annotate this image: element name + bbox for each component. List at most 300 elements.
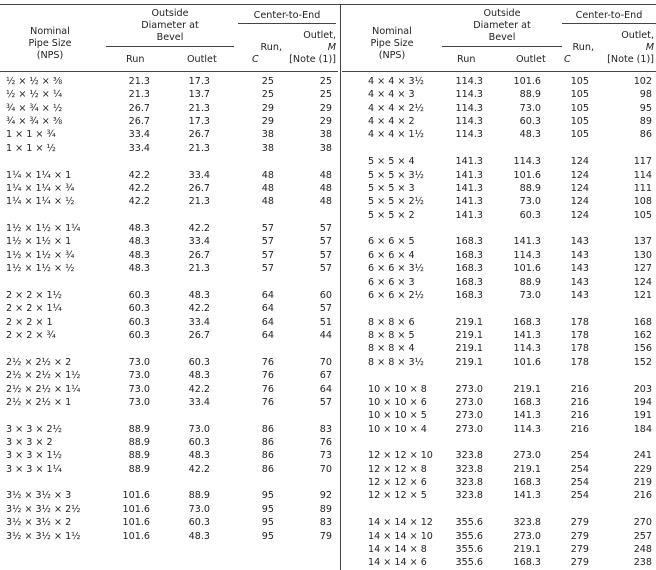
outlet-m-cell: 130	[633, 249, 652, 261]
pipe-size-cell: 6 × 6 × 2½	[368, 289, 424, 301]
table-row	[342, 342, 656, 355]
outlet-m-cell: 57	[319, 223, 332, 235]
outlet-m-cell: 184	[633, 423, 652, 435]
table-row	[0, 463, 338, 476]
table-row	[342, 369, 656, 382]
od-outlet-cell: 48.3	[519, 129, 541, 141]
run-c-cell: 105	[570, 102, 589, 114]
pipe-size-cell: 12 × 12 × 6	[368, 477, 427, 489]
od-run-cell: 33.4	[128, 129, 150, 141]
pipe-size-cell: ½ × ½ × ⅜	[6, 76, 63, 87]
table-row	[0, 289, 338, 302]
pipe-size-cell: 1½ × 1½ × 1¼	[6, 223, 81, 235]
table-row	[0, 329, 338, 342]
od-run-cell: 26.7	[128, 116, 150, 128]
od-run-cell: 141.3	[455, 169, 483, 181]
header-nps-right: (NPS)	[378, 50, 406, 61]
od-outlet-cell: 323.8	[513, 517, 541, 529]
run-c-cell: 216	[570, 410, 589, 422]
od-run-cell: 323.8	[455, 463, 483, 475]
run-c-cell: 76	[261, 356, 274, 368]
table-row	[0, 530, 338, 543]
pipe-size-cell: ¾ × ¾ × ⅜	[6, 116, 63, 128]
run-c-cell: 38	[261, 142, 274, 154]
od-run-cell: 141.3	[455, 182, 483, 194]
outlet-m-cell: 57	[319, 396, 332, 408]
outlet-m-cell: 219	[633, 477, 652, 489]
pipe-size-cell: 1 × 1 × ¾	[6, 129, 56, 141]
outlet-m-cell: 57	[319, 263, 332, 275]
header-m-label: M	[327, 42, 336, 53]
pipe-size-cell: 3 × 3 × 2½	[6, 423, 62, 435]
pipe-size-cell: 8 × 8 × 4	[368, 343, 415, 355]
outlet-m-cell: 29	[319, 116, 332, 128]
od-run-cell: 60.3	[128, 330, 150, 342]
od-run-cell: 88.9	[128, 463, 150, 475]
od-run-cell: 88.9	[128, 436, 150, 448]
pipe-size-cell: 3½ × 3½ × 1½	[6, 530, 81, 542]
od-outlet-cell: 73.0	[519, 196, 541, 208]
od-run-cell: 101.6	[122, 517, 150, 529]
od-run-cell: 219.1	[455, 316, 483, 328]
run-c-cell: 105	[570, 89, 589, 101]
od-run-cell: 168.3	[455, 276, 483, 288]
header-od-run: Run	[126, 54, 145, 65]
run-c-cell: 57	[261, 249, 274, 261]
outlet-m-cell: 29	[319, 102, 332, 114]
header-outlet-m-right	[604, 30, 654, 66]
outlet-m-cell: 108	[633, 196, 652, 208]
run-c-cell: 124	[570, 196, 589, 208]
run-c-cell: 38	[261, 129, 274, 141]
outlet-m-cell: 98	[639, 89, 652, 101]
od-outlet-cell: 219.1	[513, 383, 541, 395]
pipe-size-cell: 4 × 4 × 3	[368, 89, 415, 101]
table-row	[0, 182, 338, 195]
run-c-cell: 178	[570, 316, 589, 328]
pipe-size-cell: 5 × 5 × 2	[368, 209, 415, 221]
outlet-m-cell: 38	[319, 129, 332, 141]
outlet-m-cell: 124	[633, 276, 652, 288]
run-c-cell: 86	[261, 423, 274, 435]
table-row	[342, 449, 656, 462]
left-table-header	[0, 4, 338, 71]
run-c-cell: 254	[570, 477, 589, 489]
run-c-cell: 143	[570, 263, 589, 275]
pipe-size-cell: 2½ × 2½ × 1	[6, 396, 72, 408]
od-run-cell: 73.0	[128, 356, 150, 368]
header-pipe-size-right: Pipe Size	[370, 38, 414, 49]
od-run-cell: 101.6	[122, 530, 150, 542]
run-c-cell: 76	[261, 396, 274, 408]
header-od-line2: Diameter at	[141, 20, 199, 31]
table-row	[342, 463, 656, 476]
run-c-cell: 64	[261, 303, 274, 315]
table-row	[342, 182, 656, 195]
header-note-label: [Note (1)]	[289, 54, 336, 65]
od-outlet-cell: 60.3	[188, 356, 210, 368]
pipe-size-cell: 2 × 2 × ¾	[6, 330, 56, 342]
od-run-cell: 168.3	[455, 289, 483, 301]
run-c-cell: 279	[570, 557, 589, 569]
run-c-cell: 64	[261, 289, 274, 301]
table-row	[0, 169, 338, 182]
od-outlet-cell: 48.3	[188, 450, 210, 462]
pipe-size-cell: 2½ × 2½ × 2	[6, 356, 72, 368]
outside-diameter-header	[106, 8, 234, 44]
od-outlet-cell: 219.1	[513, 543, 541, 555]
table-row	[0, 423, 338, 436]
od-run-cell: 141.3	[455, 209, 483, 221]
od-outlet-cell: 33.4	[188, 316, 210, 328]
table-row	[0, 102, 338, 115]
outlet-m-cell: 111	[633, 182, 652, 194]
run-c-cell: 105	[570, 116, 589, 128]
pipe-size-cell: 2 × 2 × 1	[6, 316, 53, 328]
header-od-line3: Bevel	[156, 32, 184, 43]
header-outlet-label: Outlet,	[303, 30, 336, 41]
od-run-cell: 114.3	[455, 89, 483, 101]
nominal-pipe-size-header-right	[342, 26, 442, 62]
pipe-size-cell: 3 × 3 × 1¼	[6, 463, 62, 475]
outlet-m-cell: 25	[319, 89, 332, 101]
run-c-cell: 95	[261, 503, 274, 515]
od-outlet-cell: 73.0	[519, 289, 541, 301]
run-c-cell: 86	[261, 463, 274, 475]
run-c-cell: 124	[570, 182, 589, 194]
outlet-m-cell: 25	[319, 76, 332, 87]
od-outlet-cell: 114.3	[513, 156, 541, 168]
od-run-cell: 355.6	[455, 557, 483, 569]
od-run-cell: 60.3	[128, 316, 150, 328]
outlet-m-cell: 127	[633, 263, 652, 275]
table-row	[342, 235, 656, 248]
nominal-pipe-size-header	[0, 26, 100, 62]
od-outlet-cell: 33.4	[188, 396, 210, 408]
table-row	[342, 249, 656, 262]
run-c-cell: 25	[261, 76, 274, 87]
run-c-cell: 76	[261, 383, 274, 395]
od-outlet-cell: 141.3	[513, 490, 541, 502]
table-row	[0, 222, 338, 235]
header-m-label-right: M	[645, 42, 654, 53]
od-outlet-cell: 48.3	[188, 530, 210, 542]
pipe-size-cell: ½ × ½ × ¼	[6, 89, 63, 101]
od-run-cell: 273.0	[455, 423, 483, 435]
table-row	[342, 102, 656, 115]
header-center-to-end: Center-to-End	[253, 10, 321, 21]
od-run-cell: 273.0	[455, 410, 483, 422]
od-outlet-cell: 42.2	[188, 223, 210, 235]
od-run-cell: 21.3	[128, 76, 150, 87]
pipe-size-cell: 5 × 5 × 3½	[368, 169, 424, 181]
table-row	[0, 155, 338, 168]
pipe-size-cell: 8 × 8 × 6	[368, 316, 415, 328]
pipe-size-cell: 10 × 10 × 4	[368, 423, 427, 435]
table-row	[342, 409, 656, 422]
run-c-cell: 95	[261, 490, 274, 502]
pipe-size-cell: 8 × 8 × 3½	[368, 356, 424, 368]
run-c-cell: 143	[570, 249, 589, 261]
od-run-cell: 42.2	[128, 169, 150, 181]
outlet-m-cell: 86	[639, 129, 652, 141]
pipe-size-cell: 1½ × 1½ × ¾	[6, 249, 75, 261]
outlet-m-cell: 216	[633, 490, 652, 502]
table-row	[0, 75, 338, 88]
od-run-cell: 323.8	[455, 490, 483, 502]
header-od-line3-right: Bevel	[488, 32, 516, 43]
outlet-m-cell: 48	[319, 182, 332, 194]
run-c-cell: 279	[570, 517, 589, 529]
outlet-m-cell: 194	[633, 396, 652, 408]
od-run-cell: 273.0	[455, 383, 483, 395]
pipe-size-cell: 4 × 4 × 3½	[368, 76, 424, 87]
run-c-cell: 29	[261, 102, 274, 114]
outlet-m-cell: 57	[319, 303, 332, 315]
od-run-cell: 355.6	[455, 530, 483, 542]
od-outlet-cell: 114.3	[513, 423, 541, 435]
od-outlet-cell: 17.3	[188, 76, 210, 87]
outlet-m-cell: 79	[319, 530, 332, 542]
table-row	[342, 128, 656, 141]
pipe-size-cell: 14 × 14 × 10	[368, 530, 433, 542]
table-row	[342, 543, 656, 556]
header-od-line1-right: Outside	[483, 8, 521, 19]
run-c-cell: 124	[570, 156, 589, 168]
outlet-m-cell: 95	[639, 102, 652, 114]
table-row	[342, 383, 656, 396]
pipe-size-cell: 6 × 6 × 4	[368, 249, 415, 261]
od-run-cell: 114.3	[455, 102, 483, 114]
pipe-size-cell: 3½ × 3½ × 2	[6, 517, 72, 529]
od-outlet-cell: 60.3	[519, 209, 541, 221]
run-c-cell: 25	[261, 89, 274, 101]
od-outlet-cell: 273.0	[513, 450, 541, 462]
table-row	[342, 476, 656, 489]
outlet-m-cell: 70	[319, 463, 332, 475]
table-row	[0, 128, 338, 141]
header-od-run-right: Run	[457, 54, 476, 65]
header-run-c-right	[564, 42, 594, 66]
outlet-m-cell: 51	[319, 316, 332, 328]
pipe-size-cell: 6 × 6 × 3	[368, 276, 415, 288]
od-outlet-cell: 101.6	[513, 169, 541, 181]
od-run-cell: 323.8	[455, 450, 483, 462]
od-run-cell: 114.3	[455, 129, 483, 141]
pipe-size-cell: ¾ × ¾ × ½	[6, 102, 63, 114]
od-outlet-cell: 26.7	[188, 129, 210, 141]
outlet-m-cell: 152	[633, 356, 652, 368]
header-nominal-right: Nominal	[372, 26, 412, 37]
od-run-cell: 323.8	[455, 477, 483, 489]
od-outlet-cell: 60.3	[188, 436, 210, 448]
od-outlet-cell: 101.6	[513, 356, 541, 368]
table-row	[342, 142, 656, 155]
outlet-m-cell: 57	[319, 236, 332, 248]
table-row	[342, 262, 656, 275]
outlet-m-cell: 57	[319, 249, 332, 261]
run-c-cell: 124	[570, 209, 589, 221]
header-od-line1: Outside	[151, 8, 189, 19]
od-outlet-cell: 219.1	[513, 463, 541, 475]
od-outlet-cell: 273.0	[513, 530, 541, 542]
od-outlet-cell: 88.9	[519, 182, 541, 194]
run-c-cell: 254	[570, 490, 589, 502]
outlet-m-cell: 102	[633, 76, 652, 87]
od-run-cell: 168.3	[455, 249, 483, 261]
outlet-m-cell: 105	[633, 209, 652, 221]
run-c-cell: 95	[261, 517, 274, 529]
pipe-size-cell: 4 × 4 × 2	[368, 116, 415, 128]
od-outlet-cell: 26.7	[188, 330, 210, 342]
outlet-m-cell: 92	[319, 490, 332, 502]
od-run-cell: 73.0	[128, 370, 150, 382]
pipe-size-cell: 3 × 3 × 2	[6, 436, 53, 448]
od-outlet-cell: 48.3	[188, 370, 210, 382]
pipe-size-cell: 12 × 12 × 8	[368, 463, 427, 475]
table-row	[0, 356, 338, 369]
od-outlet-cell: 88.9	[519, 89, 541, 101]
table-row	[342, 316, 656, 329]
od-outlet-cell: 73.0	[188, 423, 210, 435]
table-row	[0, 383, 338, 396]
od-outlet-cell: 73.0	[188, 503, 210, 515]
run-c-cell: 178	[570, 343, 589, 355]
header-outlet-label-right: Outlet,	[621, 30, 654, 41]
header-nominal: Nominal	[30, 26, 70, 37]
od-run-cell: 101.6	[122, 503, 150, 515]
run-c-cell: 48	[261, 196, 274, 208]
header-c-label: C	[252, 54, 259, 65]
outlet-m-cell: 83	[319, 423, 332, 435]
pipe-size-cell: 6 × 6 × 3½	[368, 263, 424, 275]
run-c-cell: 279	[570, 543, 589, 555]
right-table-header	[342, 4, 656, 71]
pipe-size-cell: 2½ × 2½ × 1½	[6, 370, 81, 382]
od-run-cell: 48.3	[128, 249, 150, 261]
run-c-cell: 178	[570, 330, 589, 342]
od-run-cell: 88.9	[128, 450, 150, 462]
outlet-m-cell: 248	[633, 543, 652, 555]
outlet-m-cell: 48	[319, 196, 332, 208]
od-outlet-cell: 168.3	[513, 557, 541, 569]
outlet-m-cell: 70	[319, 356, 332, 368]
table-row	[342, 530, 656, 543]
cte-group-rule-right	[562, 23, 656, 24]
table-row	[342, 155, 656, 168]
od-run-cell: 355.6	[455, 517, 483, 529]
outlet-m-cell: 229	[633, 463, 652, 475]
left-header-rule	[0, 71, 338, 72]
pipe-size-cell: 14 × 14 × 8	[368, 543, 427, 555]
od-outlet-cell: 21.3	[188, 196, 210, 208]
od-outlet-cell: 88.9	[519, 276, 541, 288]
od-run-cell: 141.3	[455, 156, 483, 168]
table-row	[342, 195, 656, 208]
outlet-m-cell: 114	[633, 169, 652, 181]
run-c-cell: 216	[570, 423, 589, 435]
table-row	[0, 195, 338, 208]
pipe-size-cell: 14 × 14 × 12	[368, 517, 433, 529]
table-row	[342, 209, 656, 222]
pipe-size-cell: 5 × 5 × 2½	[368, 196, 424, 208]
od-run-cell: 73.0	[128, 396, 150, 408]
od-run-cell: 21.3	[128, 89, 150, 101]
table-row	[342, 115, 656, 128]
od-run-cell: 26.7	[128, 102, 150, 114]
table-row	[342, 423, 656, 436]
run-c-cell: 254	[570, 450, 589, 462]
cte-group-rule	[238, 23, 336, 24]
run-c-cell: 29	[261, 116, 274, 128]
header-od-line2-right: Diameter at	[473, 20, 531, 31]
pipe-size-cell: 1¼ × 1¼ × ½	[6, 196, 75, 208]
table-row	[342, 329, 656, 342]
od-run-cell: 88.9	[128, 423, 150, 435]
run-c-cell: 57	[261, 223, 274, 235]
table-row	[342, 222, 656, 235]
run-c-cell: 143	[570, 236, 589, 248]
table-row	[0, 476, 338, 489]
pipe-size-cell: 10 × 10 × 6	[368, 396, 427, 408]
od-run-cell: 60.3	[128, 303, 150, 315]
table-row	[342, 88, 656, 101]
outlet-m-cell: 238	[633, 557, 652, 569]
outlet-m-cell: 257	[633, 530, 652, 542]
run-c-cell: 105	[570, 76, 589, 87]
run-c-cell: 86	[261, 450, 274, 462]
pipe-size-cell: 5 × 5 × 3	[368, 182, 415, 194]
pipe-size-cell: 1 × 1 × ½	[6, 142, 56, 154]
table-row	[342, 302, 656, 315]
pipe-size-cell: 14 × 14 × 6	[368, 557, 427, 569]
pipe-size-cell: 10 × 10 × 8	[368, 383, 427, 395]
table-row	[342, 356, 656, 369]
table-row	[342, 556, 656, 569]
outlet-m-cell: 89	[319, 503, 332, 515]
table-row	[342, 75, 656, 88]
od-outlet-cell: 114.3	[513, 249, 541, 261]
od-run-cell: 48.3	[128, 263, 150, 275]
run-c-cell: 86	[261, 436, 274, 448]
table-row	[342, 276, 656, 289]
run-c-cell: 76	[261, 370, 274, 382]
header-nps: (NPS)	[36, 50, 64, 61]
od-run-cell: 33.4	[128, 142, 150, 154]
table-row	[0, 249, 338, 262]
pipe-size-cell: 2½ × 2½ × 1¼	[6, 383, 81, 395]
table-row	[0, 489, 338, 502]
table-row	[342, 516, 656, 529]
od-run-cell: 168.3	[455, 263, 483, 275]
table-row	[342, 396, 656, 409]
od-outlet-cell: 88.9	[188, 490, 210, 502]
outlet-m-cell: 203	[633, 383, 652, 395]
outlet-m-cell: 121	[633, 289, 652, 301]
outlet-m-cell: 156	[633, 343, 652, 355]
header-c-label-right: C	[564, 54, 571, 65]
od-outlet-cell: 60.3	[188, 517, 210, 529]
run-c-cell: 64	[261, 316, 274, 328]
pipe-size-cell: 12 × 12 × 5	[368, 490, 427, 502]
od-outlet-cell: 114.3	[513, 343, 541, 355]
od-run-cell: 101.6	[122, 490, 150, 502]
table-row	[0, 142, 338, 155]
od-outlet-cell: 101.6	[513, 263, 541, 275]
run-c-cell: 64	[261, 330, 274, 342]
pipe-size-cell: 4 × 4 × 2½	[368, 102, 424, 114]
table-row	[342, 289, 656, 302]
